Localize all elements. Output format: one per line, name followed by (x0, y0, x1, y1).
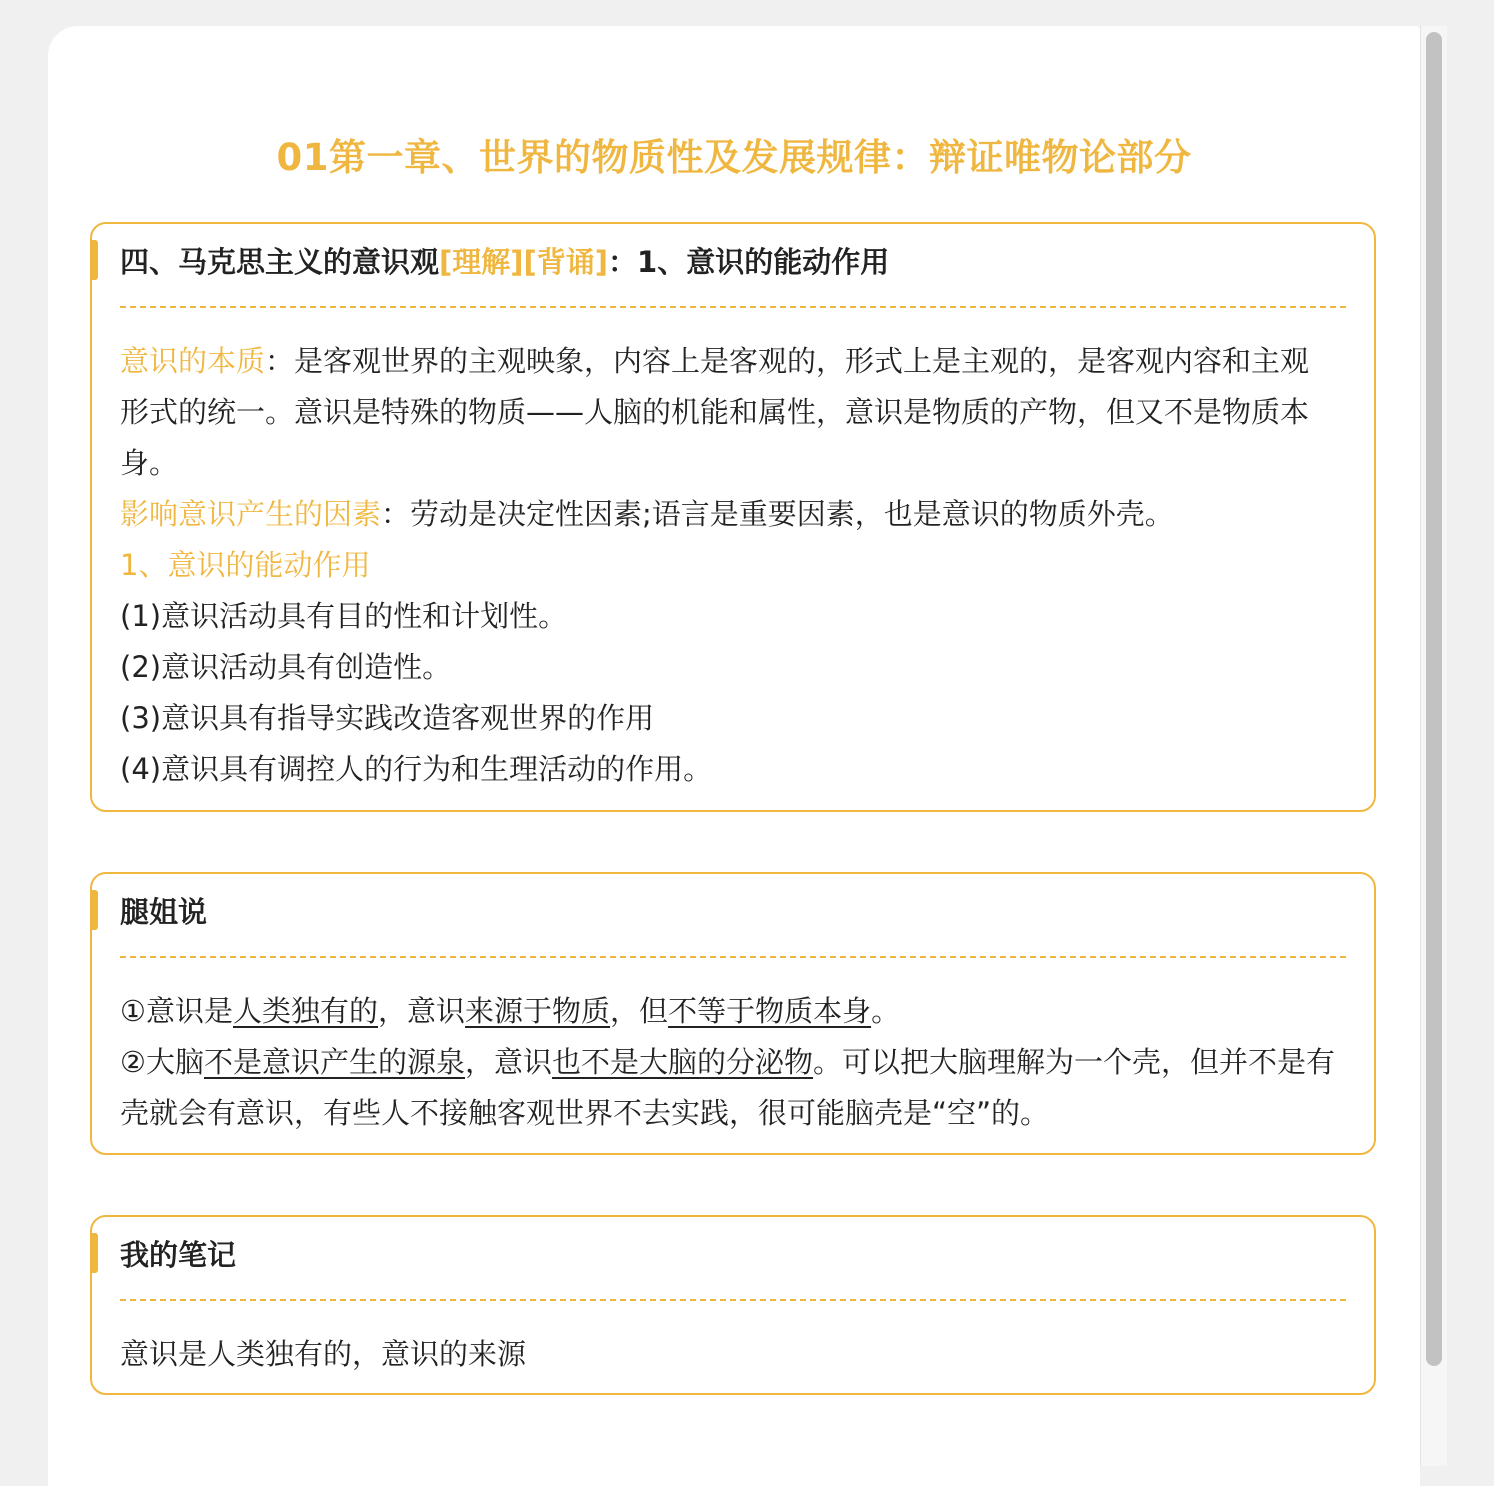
point-item: (3)意识具有指导实践改造客观世界的作用 (120, 701, 655, 735)
teacher-says-body (120, 986, 1338, 1139)
point-item: (2)意识活动具有创造性。 (120, 650, 452, 684)
text-segment: ①意识是 (120, 994, 233, 1028)
knowledge-card-body (120, 336, 1338, 795)
header-suffix: ：1、意识的能动作用 (608, 245, 890, 279)
card-accent-bar (90, 1233, 98, 1273)
essence-label: 意识的本质 (120, 344, 266, 378)
tag-recite: [背诵] (523, 245, 609, 279)
teacher-says-header: 腿姐说 (120, 895, 208, 929)
text-segment: ，但 (610, 994, 669, 1028)
subheading: 1、意识的能动作用 (120, 548, 371, 582)
underlined-phrase: 也不是大脑的分泌物 (552, 1045, 814, 1079)
point-item: (4)意识具有调控人的行为和生理活动的作用。 (120, 752, 713, 786)
text-segment: ，意识 (378, 994, 466, 1028)
card-divider (120, 306, 1346, 308)
knowledge-card (90, 222, 1376, 812)
essence-text: ：是客观世界的主观映象，内容上是客观的，形式上是主观的，是客观内容和主观形式的统一。意识是特殊的物质——人脑的机能和属性，意识是物质的产物，但又不是物质本身。 (120, 344, 1310, 480)
teacher-point-2 (120, 1037, 1338, 1139)
my-notes-body[interactable] (120, 1329, 1338, 1380)
underlined-phrase: 人类独有的 (233, 994, 379, 1028)
point-item: (1)意识活动具有目的性和计划性。 (120, 599, 568, 633)
teacher-says-card (90, 872, 1376, 1155)
underlined-phrase: 来源于物质 (465, 994, 611, 1028)
my-notes-header: 我的笔记 (120, 1238, 237, 1272)
page-title: 01第一章、世界的物质性及发展规律：辩证唯物论部分 (276, 136, 1192, 179)
scrollbar-thumb[interactable] (1426, 32, 1442, 1366)
underlined-phrase: 不等于物质本身 (668, 994, 872, 1028)
card-accent-bar (90, 890, 98, 930)
text-segment: 。 (871, 994, 901, 1028)
text-segment: ，意识 (465, 1045, 553, 1079)
essence-paragraph (120, 336, 1338, 489)
underlined-phrase: 不是意识产生的源泉 (204, 1045, 466, 1079)
card-divider (120, 956, 1346, 958)
tag-understand: [理解] (439, 245, 524, 279)
text-segment: ②大脑 (120, 1045, 204, 1079)
text-segment: 。可以把大脑理解为一个壳，但并不是有壳就会有意识，有些人不接触客观世界不去实践，很可能脑壳是“空”的。 (120, 1045, 1336, 1130)
card-divider (120, 1299, 1346, 1301)
knowledge-card-header (120, 242, 889, 282)
teacher-point-1 (120, 986, 1338, 1037)
factors-paragraph (120, 489, 1338, 540)
card-accent-bar (90, 240, 98, 280)
factors-text: ：劳动是决定性因素;语言是重要因素，也是意识的物质外壳。 (381, 497, 1174, 531)
note-text[interactable]: 意识是人类独有的，意识的来源 (120, 1337, 527, 1371)
header-text: 四、马克思主义的意识观 (120, 245, 440, 279)
factors-label: 影响意识产生的因素 (120, 497, 382, 531)
my-notes-card[interactable] (90, 1215, 1376, 1395)
